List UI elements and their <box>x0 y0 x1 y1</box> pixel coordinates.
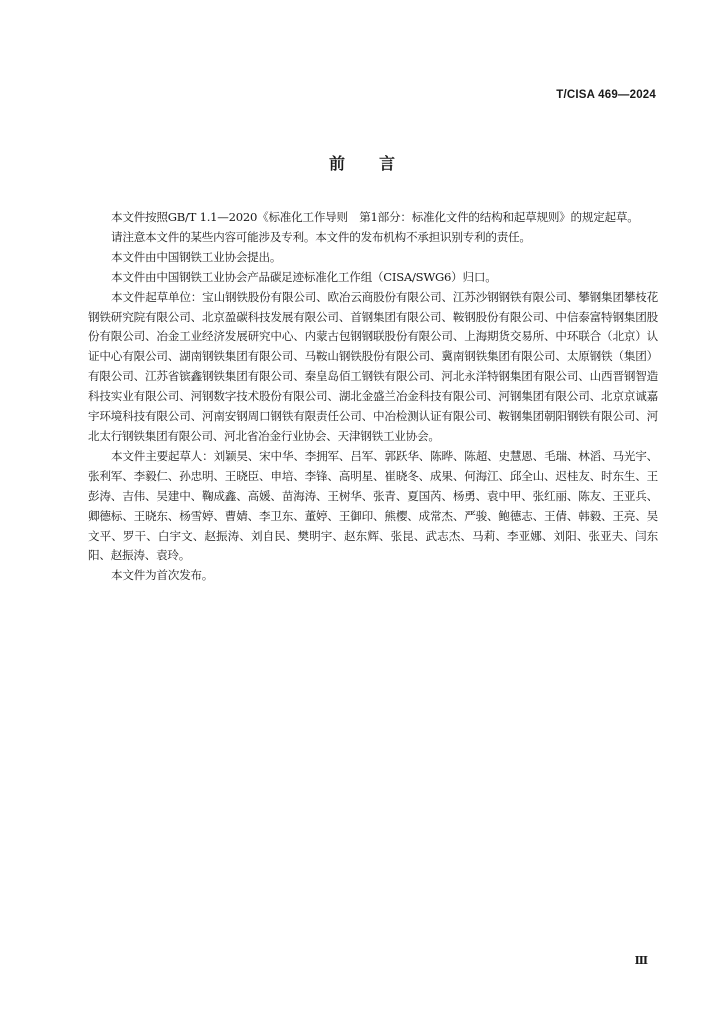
paragraph-drafting-units: 本文件起草单位：宝山钢铁股份有限公司、欧冶云商股份有限公司、江苏沙钢钢铁有限公司、攀钢集团攀枝花钢铁研究院有限公司、北京盈碳科技发展有限公司、首钢集团有限公司、鞍钢股份有限公司、中信泰富特钢集团股份有限公司、冶金工业经济发展研究中心、内蒙古包钢钢联股份有限公司、上海期货交易所、中环联合（北京）认证中心有限公司、湖南钢铁集团有限公司、马鞍山钢铁股份有限公司、冀南钢铁集团有限公司、太原钢铁（集团）有限公司、江苏省镔鑫钢铁集团有限公司、秦皇岛佰工钢铁有限公司、河北永洋特钢集团有限公司、山西晋钢智造科技实业有限公司、河钢数字技术股份有限公司、湖北金盛兰冶金科技有限公司、河钢集团有限公司、北京京诚嘉宇环境科技有限公司、河南安钢周口钢铁有限责任公司、中冶检测认证有限公司、鞍钢集团朝阳钢铁有限公司、河北太行钢铁集团有限公司、河北省冶金行业协会、天津钢铁工业协会。 <box>88 289 658 443</box>
paragraph-drafters: 本文件主要起草人：刘颖昊、宋中华、李拥军、吕军、郭跃华、陈晔、陈超、史慧恩、毛瑞、林滔、马光宇、张利军、李毅仁、孙忠明、王晓臣、申培、李锋、高明星、崔晓冬、成果、何海江、邱全山、迟桂友、时东生、王彭涛、吉伟、吴建中、鞠成鑫、高媛、苗海涛、王树华、张青、夏国芮、杨勇、袁中甲、张红丽、陈友、王亚兵、卿德标、王晓东、杨雪婷、曹婧、李卫东、董婷、王御印、熊樱、成常杰、严骏、鲍德志、王倩、韩毅、王亮、吴文平、罗干、白宇文、赵振涛、刘自民、樊明宇、赵东辉、张昆、武志杰、马莉、李亚娜、刘阳、张亚夫、闫东阳、赵振涛、袁玲。 <box>88 448 658 563</box>
standard-number: T/CISA 469—2024 <box>556 89 656 101</box>
page-title: 前言 <box>328 154 429 173</box>
paragraph-patent-notice: 请注意本文件的某些内容可能涉及专利。本文件的发布机构不承担识别专利的责任。 <box>111 229 531 244</box>
paragraph-drafting-rules: 本文件按照GB/T 1.1—2020《标准化工作导则 第1部分：标准化文件的结构和起草规则》的规定起草。 <box>111 210 639 224</box>
foreword-body <box>88 208 658 586</box>
paragraph-proposer: 本文件由中国钢铁工业协会提出。 <box>111 249 282 264</box>
page-number: Ⅲ <box>634 954 648 967</box>
paragraph-first-release: 本文件为首次发布。 <box>111 568 214 583</box>
paragraph-centralizing-unit: 本文件由中国钢铁工业协会产品碳足迹标准化工作组（CISA/SWG6）归口。 <box>111 269 497 284</box>
